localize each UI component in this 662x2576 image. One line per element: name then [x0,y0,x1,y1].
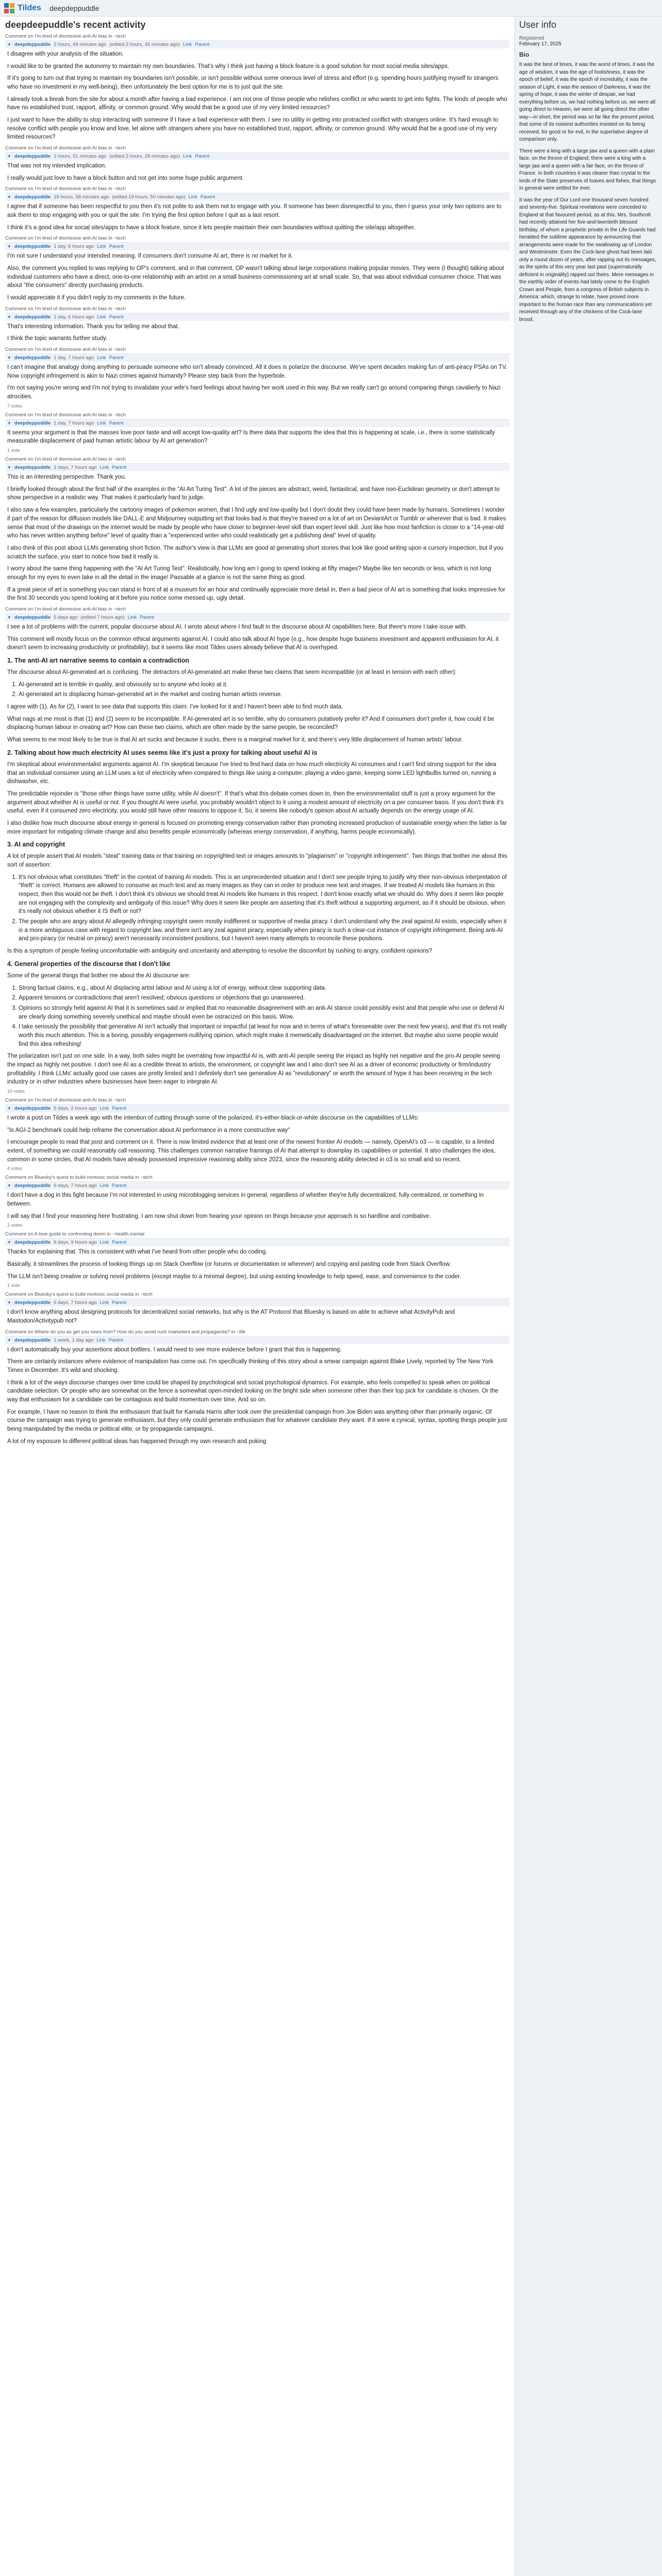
triangle-down-icon[interactable]: ▼ [7,355,11,361]
comment-author[interactable]: deepdeppuddle [14,1240,51,1246]
comment [5,412,509,453]
comment-action-link[interactable]: Link [183,42,192,47]
comment-action-parent[interactable]: Parent [195,42,210,47]
comment [5,1329,509,1446]
comment-body [5,321,509,343]
comment-paragraph: I'm not saying you're wrong and I'm not trying to invalidate your wife's hard feelings about having her work used in this way. But we really can't go around comparing things cavalierly to Nazi atrocities. [7,385,501,400]
comment-context-link[interactable]: Comment on A love guide to confronting doom in ~health.mental [5,1231,145,1238]
comment-header [5,193,509,201]
comment-paragraph: This is an interesting perspective. Thank you. [7,474,126,481]
comment-action-parent[interactable]: Parent [112,465,127,471]
comment-action-link[interactable]: Link [100,1240,109,1246]
comment-paragraph: I think the topic warrants further study. [7,335,108,342]
comment-paragraph: If it's going to turn out that trying to maintain my boundaries isn't possible, or isn't possible without some onerous level of stress and effort (e.g. spending hours justifying myself to strangers who have no investment in my well-being), then unfortunately the best option for me is to just quit the site. [7,75,499,91]
comment-paragraph: That's interesting information. Thank you for telling me about that. [7,323,179,330]
bio-heading: Bio [519,51,529,58]
main-content [0,16,515,2576]
comment-paragraph: The LLM isn't being creative or solving novel problems (except maybe to a minimal degree), but using existing knowledge to help speed, ease, and convenience to the coder. [7,1273,461,1280]
comment-time: 6 days, 9 hours ago [54,1240,97,1246]
comment-paragraph: I encourage people to read that post and comment on it. There is now limited evidence that at least one of the newest frontier AI models — namely, OpenAI's o3 — is capable, to a limited extent, of something we could reasonably call reasoning. This challenges common narrative framings of AI that attempt to downplay its capabilities or potential. It also challenges the idea, common in some circles, that AI models have already possessed impressive reasoning ability since 2023, since the reasoning ability detected in o3 is so small and so recent. [7,1139,495,1163]
comment-paragraph: I wrote a post on Tildes a week ago with the intention of cutting through some of the polarized, it's-either-black-or-white discourse on the capabilities of LLMs: [7,1114,419,1121]
comment-list [19,681,507,699]
comment-paragraph: The discourse about AI-generated art is confusing. The detractors of AI-generated art make these two claims that seem incompatible (or at least in tension with each other): [7,669,457,676]
comment [5,1097,509,1171]
comment-paragraph: I would appreciate it if you didn't reply to my comments in the future. [7,295,186,301]
comment-action-link[interactable]: Link [183,154,192,160]
triangle-down-icon[interactable]: ▼ [7,1106,11,1111]
comment-paragraph: What nags at me most is that (1) and (2) seem to be incompatible. If AI-generated art is so terrible, why do consumers putatively prefer it? And if consumers don't prefer it, how could it be displacing human labour in creating art? How can these two claims, which are often made by the same people, be reconciled? [7,716,494,731]
sidebar [515,16,662,2576]
comment-time: 2 hours, 49 minutes ago [54,42,107,47]
comment [5,186,509,232]
bio-paragraph: It was the year of Our Lord one thousand seven hundred and seventy-five. Spiritual revelations were conceded to England at that favoured period, as at this. Mrs. Southcott had recently attained her five-and-twentieth blessed birthday, of whom a prophetic private in the Life Guards had heralded the sublime appearance by announcing that arrangements were made for the swallowing up of London and Westminster. Even the Cock-lane ghost had been laid only a round dozen of years, after rapping out its messages, as the spirits of this very year last past (supernaturally deficient in originality) rapped out theirs. Mere messages in the earthly order of events had lately come to the English Crown and People, from a congress of British subjects in America: which, strange to relate, have proved more important to the human race than any communications yet received through any of the chickens of the Cock-lane brood. [519,197,656,323]
comment-header [5,463,509,471]
comment [5,33,509,142]
comment-votes[interactable]: 1 vote [7,448,20,453]
comment-author[interactable]: deepdeppuddle [14,194,51,200]
comment-paragraph: I will say that I find your reasoning here frustrating. I am now shut down from hearing your opinion on things because your approach is so hardline and combative. [7,1213,431,1219]
comment-time: 5 days, 2 hours ago [54,1105,97,1111]
comment-time: 6 days, 7 hours ago [54,1183,97,1189]
comment-time: 2 days, 7 hours ago [54,465,97,471]
comment-body [5,1246,509,1281]
comment-paragraph: I already took a break from the site for about a month after having a bad experience. I am not one of those people who relishes conflict or who wants to get into fights. The kinds of people who have no established trust, rapport, affinity, or common ground. Why would that be a good use of my very limited resources? [7,96,507,111]
comment-section-heading: 2. Talking about how much electricity AI uses seems like it's just a proxy for talking about useful AI is [7,749,318,756]
comment-paragraph: I don't automatically buy your assertions about bottlers. I would need to see more evidence before I grant that this is happening. [7,1346,342,1353]
comment-action-parent[interactable]: Parent [108,1337,123,1343]
comment-edited: (edited 19 hours, 50 minutes ago) [112,194,186,200]
comment-action-link[interactable]: Link [97,244,106,250]
triangle-down-icon[interactable]: ▼ [7,1183,11,1189]
comment-author[interactable]: deepdeppuddle [14,465,51,471]
comment [5,347,509,409]
comment-time: 1 day, 7 hours ago [54,355,94,361]
comment-time: 19 hours, 58 minutes ago [54,194,109,200]
comment-list [19,873,507,943]
comment [5,1175,509,1228]
comment-paragraph: I think it's a good idea for social sites/apps to have a block feature, since it lets people maintain their own boundaries without quitting the site/app altogether. [7,224,416,231]
comment-votes[interactable]: 4 votes [7,1166,23,1172]
comment-paragraph: I agree with (1). As for (2), I want to see data that supports this claim. I've looked for it and I haven't been able to find much data. [7,704,343,710]
comment-votes[interactable]: 2 votes [7,1223,23,1228]
comment-paragraph: Thanks for explaining that. This is consistent with what I've heard from other people who do coding. [7,1249,268,1256]
triangle-down-icon[interactable]: ▼ [7,244,11,249]
comment-paragraph: I also saw a few examples, particularly the cartoony images of pokemon women, that I find ugly and low-quality but I don't doubt they could have been made by humans. Sometimes I wonder if part of the reason for diffusion models like DALL-E and Midjourney outputting art that looks bad is that they're trained on a lot of art on DeviantArt or Tumblr or wherever that is bad. It makes sense that most of the drawings on the internet would be made by people who have closer to beginner-level skill than expert level skill. Just like how most fanfiction is closer to a "14-year-old who has never written anything before" level of quality than a "experienced writer who could realistically get a publishing deal" level of quality. [7,507,506,539]
comment-edited: (edited 2 hours, 28 minutes ago) [109,154,180,160]
comment-list-item: 1. Strong factual claims, e.g., about AI displacing artist labour and AI using a lot of energy, without clear supporting data. [19,984,507,993]
comment-context-link[interactable]: Comment on I'm tired of dismissive anti-AI bias in ~tech [5,456,126,463]
comment-time: 5 days ago [54,614,78,620]
comment-body [5,621,509,1087]
page-title: deepdeepuddle's recent activity [5,20,146,30]
comment-header [5,1298,509,1307]
comment-body [5,250,509,302]
comment-header [5,1104,509,1112]
comment-header [5,1336,509,1344]
comment [5,306,509,343]
comment-paragraph: I can't imagine that analogy doing anything to persuade someone who isn't already convinced. All it does is polarize the discourse. We've spent decades making fun of anti-piracy PSAs on TV. Now copyright infringement is akin to Nazi crimes against humanity? Please step back from the hyperbole. [7,364,507,379]
comment-time: 1 day, 7 hours ago [54,420,94,426]
registered-label: Registered [519,36,544,41]
comment-edited: (edited 7 hours ago) [80,614,125,620]
comment-paragraph: There are certainly instances where evidence of manipulation has come out. I'm specifically thinking of this story about a smear campaign against Blake Lively, reported by The New York Times in December. It's wild and shocking. [7,1359,493,1374]
comment-author[interactable]: deepdeppuddle [14,1337,51,1343]
triangle-down-icon[interactable]: ▼ [7,154,11,159]
comment-header [5,419,509,427]
comment-action-parent[interactable]: Parent [200,194,215,200]
comment-context-link[interactable]: Comment on I'm tired of dismissive anti-AI bias in ~tech [5,33,126,39]
comment-context-link[interactable]: Comment on I'm tired of dismissive anti-AI bias in ~tech [5,1097,126,1103]
comment-body [5,48,509,142]
brand[interactable] [4,3,41,13]
comment-author[interactable]: deepdeppuddle [14,1105,51,1111]
comment-list-item: 2. AI-generated art is displacing human-generated art in the market and costing human artists revenue. [19,690,507,699]
bio [519,61,658,324]
comment-paragraph: That was not my intended implication. [7,163,107,170]
comment-paragraph: I don't know anything about designing protocols for decentralized social networks, but why is the AT Protocol that Bluesky is based on able to achieve what ActivityPub and Mastodon/Activitypub not? [7,1309,455,1324]
comment-action-link[interactable]: Link [188,194,197,200]
comment-author[interactable]: deepdeppuddle [14,154,51,160]
comment [5,145,509,182]
comment [5,1231,509,1288]
comment-paragraph: I briefly looked through about the first half of the examples in the "AI Art Turing Test". A lot of the pieces are abstract, weird, fantastical, and have non-Euclidean geometry or don't attempt to show perspective in a realistic way. That makes it particularly hard to judge. [7,486,500,501]
comment-list-item: 4. I take seriously the possibility that generative AI isn't actually that important or impactful (at least for now and in terms of what's foreseeable over the next few years), and that it's not really worth this much attention. This is a boring, possibly engagement-nullifying opinion, which might make it memetically disadvantaged on the internet. But maybe also some people would find this idea refreshing! [19,1023,507,1048]
comment-paragraph: I'm not sure I understand your intended meaning. If consumers don't consume AI art, there is no market for it. [7,253,293,260]
comment-paragraph: If a great piece of art is something you can stand in front of at a museum for an hour and continually appreciate more detail in, then a bad piece of AI art is something that looks impressive for the first 30 seconds you spend looking at it before you notice some messed up, ugly detail. [7,586,505,602]
comment-list-item: 1. AI-generated art is terrible in quality, and obviously so to anyone who looks at it. [19,681,507,689]
comment-author[interactable]: deepdeppuddle [14,420,51,426]
comment-paragraph: I also dislike how much discourse about energy in general is focused on promoting energy conservation rather than promoting increased production of sustainable energy when the latter is far more important for mitigating climate change and also benefits people economically (whereas energy conservation, if anything, harms people economically). [7,820,507,835]
comment-list-item: 3. Opinions so strongly held against AI that it is sometimes said or implied that no reasonable disagreement with an anti-AI stance could possibly exist and that people who use or defend AI are clearly doing something severely unethical and maybe should even be ostracized on this basis. Wow. [19,1004,507,1021]
comment-action-link[interactable]: Link [100,1300,109,1306]
comment-paragraph: "Is AGI-2 benchmark could help reframe the conversation about AI performance in a more constructive way" [7,1127,290,1133]
comment-action-parent[interactable]: Parent [112,1300,127,1306]
comment-list-item: 2. Apparent tensions or contradictions that aren't resolved; obvious questions or objections that go unanswered. [19,994,507,1003]
comment-list-item: 2. The people who are angry about AI allegedly infringing copyright seem mostly indifferent or supportive of media piracy. I don't understand why the zeal against AI exists, especially when it is a more ambiguous case with regard to copyright law, and there isn't any zeal against piracy, especially when piracy is such a clear-cut instance of copyright infringement. Being anti-AI and pro-piracy (or neutral on piracy) aren't necessarily inconsistent positions, but I haven't seen many attempts to reconcile these positions. [19,918,507,943]
comment-author[interactable]: deepdeppuddle [14,1300,51,1306]
comment-list [5,33,509,1446]
comment-header [5,242,509,250]
comment-paragraph: I really would just love to have a block button and not get into some huge public argument. [7,175,244,181]
comment-context-link[interactable]: Comment on I'm tired of dismissive anti-AI bias in ~tech [5,186,126,192]
comment-body [5,1307,509,1325]
comment-paragraph: I would like to be granted the autonomy to maintain my own boundaries. That's why I think just having a block feature is a good solution for most social media sites/apps. [7,63,450,70]
comment-body [5,1344,509,1446]
comment-context-link[interactable]: Comment on Where do you as get you news from? How do you avoid rush marketers and propaganda? in ~life [5,1329,246,1335]
comment-action-parent[interactable]: Parent [112,1240,127,1246]
comment-time: 1 day, 6 hours ago [54,314,94,320]
comment-context-link[interactable]: Comment on I'm tired of dismissive anti-AI bias in ~tech [5,412,126,418]
comment-action-link[interactable]: Link [97,355,106,361]
triangle-down-icon[interactable]: ▼ [7,195,11,200]
comment-section-heading: 3. AI and copyright [7,841,65,849]
comment [5,1292,509,1325]
comment-context-link[interactable]: Comment on I'm tired of dismissive anti-AI bias in ~tech [5,606,126,612]
comment-time: 1 day, 6 hours ago [54,244,94,250]
comment-action-parent[interactable]: Parent [109,420,124,426]
triangle-down-icon[interactable]: ▼ [7,1300,11,1306]
comment-action-parent[interactable]: Parent [112,1105,127,1111]
triangle-down-icon[interactable]: ▼ [7,314,11,319]
triangle-down-icon[interactable]: ▼ [7,1240,11,1245]
comment-header [5,152,509,160]
comment-paragraph: I worry about the same thing happening with the "AI Art Turing Test". Realistically, how long am I going to spend looking at fifty images? Maybe like ten seconds or less, which is not long enough for my eyes to even take in all the detail in the image! Passable at a glance is not the same thing as good. [7,566,491,581]
tildes-logo-icon [4,3,14,13]
comment-section-heading: 4. General properties of the discourse that I don't like [7,960,171,968]
comment-header [5,353,509,362]
comment-paragraph: Also, the comment you replied to was replying to OP's comment, and in that comment, OP wasn't talking about large corporations making popular movies. They were (I thought) talking about individual customers who have a direct, one-to-one relationship with an artist on a small business commissioning art at small scale. So, that was about individual consumer choice. That was about "the consumers" directly purchasing products. [7,265,504,289]
comment-action-link[interactable]: Link [100,1105,109,1111]
comment-paragraph: I think a lot of the ways discourse changes over time could be shaped by psychological and social psychological dynamics. For example, who feels compelled to speak when on political candidate selection. Or people who are somewhat on the fence a somewhat open-minded looking on the bright side when someone other than their top pick for candidate is chosen. Or the way that enthusiasm for a candidate can be contagious and build momentum over time. And so on. [7,1379,499,1403]
comment-header [5,613,509,621]
comment-paragraph: Some of the general things that bother me about the AI discourse are: [7,972,190,979]
comment-body [5,160,509,182]
comment-body [5,1190,509,1221]
comment-action-parent[interactable]: Parent [109,244,124,250]
comment-action-parent[interactable]: Parent [109,314,124,320]
comment-header [5,40,509,48]
comment-paragraph: This comment will mostly focus on the common ethical arguments against AI. I could also talk about AI hype (e.g., how despite huge business investment and apparent enthusiasm for AI, it doesn't seem to increasing productivity or profitability), but it seems like most Tildes users already believe that AI is overhyped. [7,636,499,651]
comment-body [5,427,509,446]
comment-paragraph: I disagree with your analysis of the situation. [7,51,124,57]
comment-paragraph: I don't have a dog in this fight because I'm not interested in using microblogging services in general, regardless of whether they're fully decentralized, fully centralized, or something in between. [7,1192,484,1207]
comment-context-link[interactable]: Comment on Bluesky's quest to build nontoxic social media in ~tech [5,1175,153,1181]
bio-paragraph: There were a king with a large jaw and a queen with a plain face, on the throne of England; there were a king with a large jaw and a queen with a fair face, on the throne of France. In both countries it was clearer than crystal to the lords of the State preserves of loaves and fishes, that things in general were settled for ever. [519,148,656,191]
comment-action-link[interactable]: Link [97,314,106,320]
comment-action-link[interactable]: Link [100,465,109,471]
comment [5,235,509,302]
comment-paragraph: It seems your argument is that the masses love poor taste and will accept low-quality art? Is there data that supports the idea that this is happening at scale, i.e., there is some statistically measurable displacement of paid human artistic labour by AI art generation? [7,429,495,445]
comment-body [5,201,509,232]
comment [5,456,509,603]
comment-time: 2 hours, 51 minutes ago [54,154,107,160]
comment-header [5,313,509,321]
comment-action-link[interactable]: Link [100,1183,109,1189]
comment-header [5,1238,509,1246]
comment-context-link[interactable]: Comment on I'm tired of dismissive anti-AI bias in ~tech [5,347,126,353]
comment-action-parent[interactable]: Parent [109,355,124,361]
triangle-down-icon[interactable]: ▼ [7,420,11,426]
comment-action-link[interactable]: Link [97,420,106,426]
comment-body [5,1112,509,1164]
comment-body [5,471,509,603]
comment-author[interactable]: deepdeppuddle [14,1183,51,1189]
comment-paragraph: A lot of people assert that AI models "steal" training data or that training on copyrighted text or images amounts to "plagiarism" or "copyright infringement". Two things that bother me about this sort of assertion: [7,853,507,869]
bio-paragraph: It was the best of times, it was the worst of times, it was the age of wisdom, it was the age of foolishness, it was the epoch of belief, it was the epoch of incredulity, it was the season of Light, it was the season of Darkness, it was the spring of hope, it was the winter of despair, we had everything before us, we had nothing before us, we were all going direct to Heaven, we were all going direct the other way—in short, the period was so far like the present period, that some of its noisiest authorities insisted on its being received, for good or for evil, in the superlative degree of comparison only. [519,62,656,142]
comment-paragraph: I'm skeptical about environmentalist arguments against AI. I'm skeptical because I've tried to find hard data on how much electricity AI consumes and I can't find strong support for the idea that an individual consumer using an LLM uses a lot of electricity when compared to things like using a computer, playing a video game, keeping some LED lightbulbs turned on, running a dishwasher, etc. [7,761,496,785]
comment-context-link[interactable]: Comment on I'm tired of dismissive anti-AI bias in ~tech [5,235,126,242]
comment-paragraph: I agree that if someone has been respectful to you then it's not polite to ask them not to engage with you. If someone has been disrespectful to you, then I guess your only two options are to ask them to stop engaging with you or quit the site. I'm trying the first option before I quit as a last resort. [7,204,502,219]
comment-paragraph: A lot of my exposure to different political ideas has happened through my own research and poking [7,1438,267,1445]
comment-votes[interactable]: 1 vote [7,1283,20,1289]
comment-author[interactable]: deepdeppuddle [14,614,51,620]
comment-author[interactable]: deepdeppuddle [14,355,51,361]
triangle-down-icon[interactable]: ▼ [7,1337,11,1343]
comment-header [5,1181,509,1190]
comment-action-parent[interactable]: Parent [140,614,155,620]
triangle-down-icon[interactable]: ▼ [7,42,11,47]
comment-section-heading: 1. The anti-AI art narrative seems to contain a contradiction [7,656,189,664]
comment-paragraph: Basically, it streamlines the process of looking things up on Stack Overflow (or forums or documentation or wherever) and copying and pasting code from Stack Overflow. [7,1261,451,1267]
comment-edited: (edited 2 hours, 45 minutes ago) [109,42,180,47]
comment-action-link[interactable]: Link [127,614,137,620]
comment-time: 6 days, 7 hours ago [54,1300,97,1306]
comment-paragraph: I see a lot of problems with the current, popular discourse about AI. I wrote about where I find fault in the discourse about AI capabilities here. But there's more I take issue with. [7,623,468,630]
comment-author[interactable]: deepdeppuddle [14,244,51,250]
comment-body [5,362,509,401]
registered-value: February 17, 2025 [519,41,561,47]
comment-author[interactable]: deepdeppuddle [14,42,51,47]
comment-paragraph: The polarization isn't just on one side. In a way, both sides might be overrating how impactful AI is, with anti-AI people seeing the impact as highly net negative and the pro-AI people seeing the impact as highly net positive. I don't see AI as a credible threat to artists, the environment, or copyright law and I also don't see AI as a driver of economic productivity or firm/industry profitability. I think LLMs' actually good use cases are pretty limited and I definitely don't see generative AI as "revolutionary" or worth the amount of hype it has been receiving in the tech industry or in other industries where businesses have been eager to integrate AI. [7,1053,500,1086]
comment-action-parent[interactable]: Parent [195,154,210,160]
breadcrumb[interactable]: deepdeppuddle [49,4,100,12]
comment-votes[interactable]: 10 votes [7,1088,25,1094]
comment-paragraph: I just want to have the ability to stop interacting with someone if I have a bad experience with them. I see no utility in getting into protracted conflict with strangers online. It's hard enough to resolve conflict with people you know and love, let alone with strangers where you have no established trust, rapport, affinity, or common ground. Why would that be a good use of my very limited resources? [7,117,499,141]
comment-list-item: 1. It's not obvious what constitutes "theft" in the context of training AI models. This is an unprecedented situation and I don't see people trying to justify why their non-obvious interpretation of "theft" is correct. Humans are allowed to consume as much text and as many images as they can in order to produce new text and images. If we treated AI models like humans in this respect, then this would not be theft. I don't think it's obvious we should treat AI models like humans in this respect. I don't know exactly what we should do. Why does it seem like people are not engaging with the complexity and ambiguity of this issue? Why does it seem like people are asserting that it's theft without a supporting argument, as if it should be obvious, when it's really not obvious whether it IS theft or not? [19,873,507,916]
comment-paragraph: For example, I have no reason to think the enthusiasm that built for Kamala Harris after took over the presidential campaign from Joe Biden was anything other than primarily organic. Of course the campaign was trying to generate enthusiasm, but they only could generate enthusiasm that for whatever candidate they want. If it were a cynical, syntax, spotting things people just being manipulated by the media or political elite, or by propaganda campaigns. [7,1409,507,1433]
comment-context-link[interactable]: Comment on I'm tired of dismissive anti-AI bias in ~tech [5,145,126,151]
comment-votes[interactable]: 7 votes [7,403,23,409]
comment-paragraph: Is this a symptom of people feeling uncomfortable with ambiguity and uncertainty and attempting to resolve the discomfort by rushing to angry, confident opinions? [7,948,433,955]
comment-time: 1 week, 1 day ago [54,1337,94,1343]
comment [5,606,509,1094]
comment-paragraph: The predictable rejoinder is "those other things have some utility, while AI doesn't". If that's what this debate comes down to, then the environmentalist stuff is just a proxy argument for the argument about whether AI is useful or not. If you thought AI were useful, you probably wouldn't object to it using a modest amount of electricity on a per consumer basis. If you don't think it's useful, even if it consumed zero electricity, you would still have other reasons to oppose it. So, it seems like nobody's opinion about AI actually depends on the energy usage of AI. [7,790,504,815]
top-bar [0,0,662,16]
comment-context-link[interactable]: Comment on Bluesky's quest to build nontoxic social media in ~tech [5,1292,153,1298]
comment-author[interactable]: deepdeppuddle [14,314,51,320]
triangle-down-icon[interactable]: ▼ [7,465,11,470]
brand-name: Tildes [18,3,41,12]
comment-action-parent[interactable]: Parent [112,1183,127,1189]
triangle-down-icon[interactable]: ▼ [7,615,11,620]
comment-paragraph: What seems to me most likely to be true is that AI art sucks and because it sucks, there is a marginal market for it, and there's very little displacement of human artists' labour. [7,737,463,743]
comment-action-link[interactable]: Link [96,1337,106,1343]
comment-context-link[interactable]: Comment on I'm tired of dismissive anti-AI bias in ~tech [5,306,126,312]
comment-paragraph: I also think of this post about LLMs generating short fiction. The author's view is that LLMs are good at generating short stories that look like good writing upon a cursory inspection, but if you scratch the surface, you start to notice how bad it really is. [7,545,504,560]
comment-list [19,984,507,1049]
sidebar-title: User info [519,20,557,30]
